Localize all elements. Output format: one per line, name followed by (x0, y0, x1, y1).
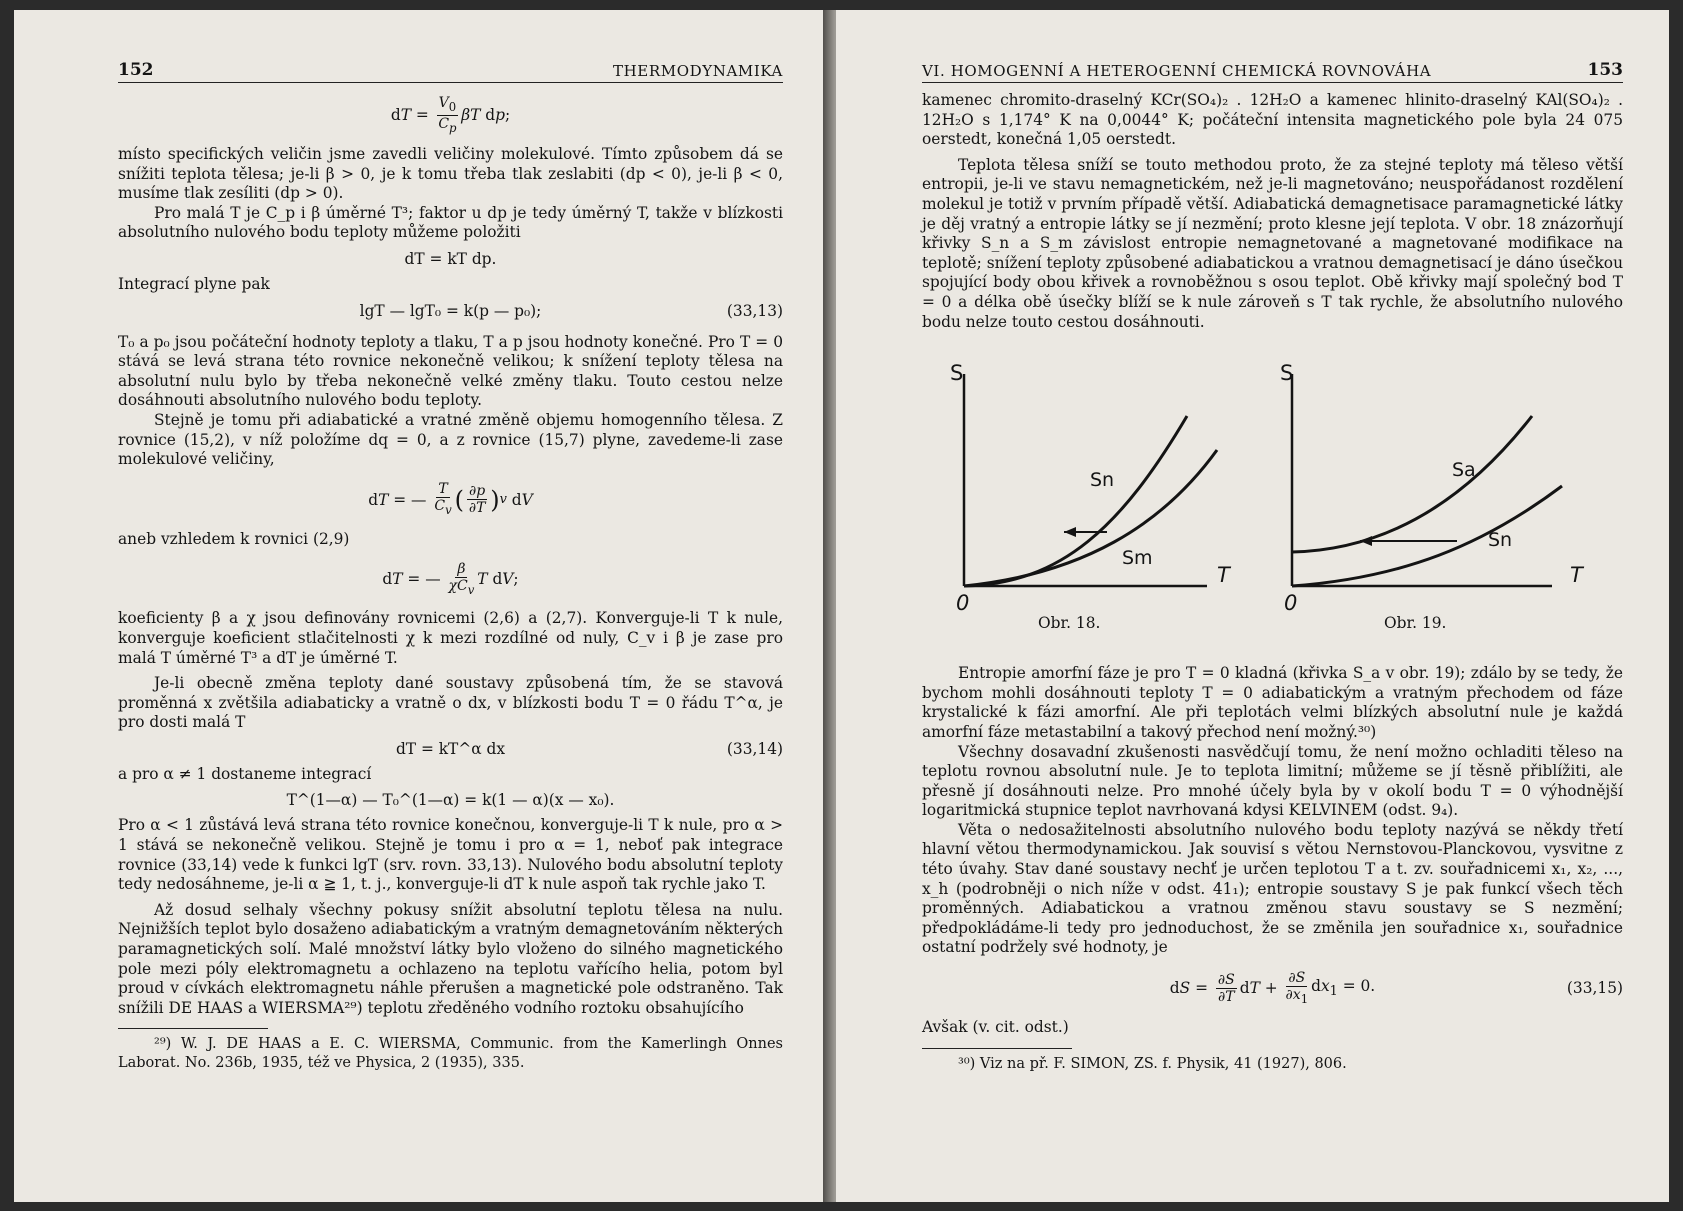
equation: dT = — $\frac{T}{C_v}$ ( $\frac{\partial p}{\partial T}$ ) v dV (368, 481, 533, 518)
equation: dT = $\frac{V_0}{C_p}$ βT dp; (390, 94, 511, 135)
equation-body: dT = kT^α dx (395, 739, 506, 758)
equation-number: (33,13) (726, 301, 783, 320)
equation: dT = — $\frac{\beta}{\chi C_v}$ T dV; (382, 560, 519, 597)
axis-label: S (1280, 361, 1294, 386)
footnote: ²⁹) W. J. DE HAAS a E. C. WIERSMA, Communic. from the Kamerlingh Onnes Laborat. No. 236b, 1935, též ve Physica, 2 (1935), 335. (118, 1036, 783, 1072)
equation (118, 737, 783, 761)
arrow-head (1064, 527, 1076, 537)
paragraph: Věta o nedosažitelnosti absolutního nulového bodu teploty nazývá se někdy třetí hlavní větou thermodynamickou. Jak souvisí s větou Nernstovou-Planckovou, vysvitne z této úvahy. Stav dané soustavy nechť je určen teplotou T a t. zv. souřadnicemi x₁, x₂, ..., x_h (podrobněji o nich níže v odst. 41₁); entropie soustavy S je pak funkcí všech těch proměnných. Adiabatickou a vratnou změnou stavu soustavy se S nezmění; předpokládáme-li tedy pro jednoduchost, že se změnila jen souřadnice x₁, souřadnice ostatní podržely své hodnoty, je (922, 820, 1623, 957)
curve-label: Sm (1122, 547, 1153, 570)
footnote: ³⁰) Viz na př. F. SIMON, ZS. f. Physik, 41 (1927), 806. (958, 1055, 1347, 1072)
paragraph: Stejně je tomu při adiabatické a vratné změně objemu homogenního tělesa. Z rovnice (15,2), v níž položíme dq = 0, a z rovnice (15,7) plyne, zavedeme-li zase molekulové veličiny, (118, 410, 783, 469)
right-page-header (922, 60, 1623, 83)
left-page-header (118, 60, 783, 83)
paragraph: kamenec chromito-draselný KCr(SO₄)₂ . 12H₂O a kamenec hlinito-draselný KAl(SO₄)₂ . 12H₂O s 1,174° K na 0,0044° K; počáteční intensita magnetického pole byla 24 075 oerstedt, konečná 1,05 oerstedt. (922, 91, 1623, 149)
paragraph: Avšak (v. cit. odst.) (922, 1018, 1069, 1037)
curve-label: Sn (1488, 529, 1513, 552)
paragraph: Až dosud selhaly všechny pokusy snížit absolutní teplotu tělesa na nulu. Nejnižších teplot bylo dosaženo adiabatickým a vratným demagnetováním některých paramagnetických solí. Malé množství látky bylo vloženo do silného magnetického pole mezi póly elektromagnetu a ochlazeno na teplotu vařícího helia, potom byl proud v cívkách elektromagnetu náhle přerušen a magnetické pole odstraněno. Tak snížili DE HAAS a WIERSMA²⁹) teplotu zředěného vodního roztoku obsahujícího (118, 900, 783, 1017)
figure-caption: Obr. 18. (1038, 614, 1101, 633)
axis-label: S (950, 361, 964, 386)
paragraph: a pro α ≠ 1 dostaneme integrací (118, 764, 372, 783)
curve-sn (1292, 486, 1562, 586)
footnote-rule (922, 1048, 1072, 1049)
axis-label: T (1570, 563, 1583, 588)
paragraph: Integrací plyne pak (118, 274, 270, 293)
footnote-rule (118, 1028, 268, 1029)
equation (118, 299, 783, 323)
figure-caption: Obr. 19. (1384, 614, 1447, 633)
page-number: 152 (118, 60, 154, 80)
arrow-head (1360, 536, 1372, 546)
equation-number: (33,15) (1566, 979, 1623, 998)
right-page (836, 10, 1669, 1202)
paragraph: Pro malá T je C_p i β úměrné T³; faktor u dp je tedy úměrný T, takže v blízkosti absolutního nulového bodu teploty můžeme položiti (118, 203, 783, 242)
paragraph: T₀ a p₀ jsou počáteční hodnoty teploty a tlaku, T a p jsou hodnoty konečné. Pro T = 0 stává se levá strana této rovnice nekonečně velikou; k snížení teploty tělesa na absolutní nulu bylo by třeba nekonečně velké změny tlaku. Touto cestou nelze dosáhnouti absolutního nulového bodu teploty. (118, 332, 783, 410)
entropy-figures (922, 346, 1622, 616)
equation: dS = $\frac{\partial S}{\partial T}$ dT + $\frac{\partial S}{\partial x_1}$ $dx_1 = 0$. (33,15) (1169, 969, 1623, 1006)
origin-label: 0 (956, 591, 970, 616)
paragraph: Entropie amorfní fáze je pro T = 0 kladná (křivka S_a v obr. 19); zdálo by se tedy, že bychom mohli dosáhnouti teploty T = 0 adiabatickým a vratným přechodem od fáze krystalické k fázi amorfní. Ale při teplotách velmi blízkých absolutní nule je každá amorfní fáze metastabilní a takový přechod není možný.³⁰) (922, 664, 1623, 741)
curve-label: Sn (1090, 469, 1115, 492)
paragraph: Teplota tělesa sníží se touto methodou proto, že za stejné teploty má těleso větší entropii, je-li ve stavu nemagnetickém, než je-li magnetováno; neuspořádanost rozdělení molekul je totiž v prvním případě větší. Adiabatická demagnetisace paramagnetické látky je děj vratný a entropie látky se jí nezmění; proto klesne její teplota. V obr. 18 znázorňují křivky S_n a S_m závislost entropie nemagnetované a magnetované modifikace na teplotě; snížení teploty způsobené adiabatickou a vratnou demagnetisací je dáno úsečkou spojující body obou křivek a rovnoběžnou s osou teplot. Obě křivky mají společný bod T = 0 a délka obě úsečky blíží se k nule zároveň s T tak rychle, že absolutního nulového bodu nelze touto cestou dosáhnouti. (922, 155, 1623, 331)
equation: dT = kT dp. (404, 249, 497, 268)
running-head: THERMODYNAMIKA (613, 62, 783, 80)
origin-label: 0 (1284, 591, 1298, 616)
paragraph: koeficienty β a χ jsou definovány rovnicemi (2,6) a (2,7). Konverguje-li T k nule, konverguje koeficient stlačitelnosti χ k mezi rozdílné od nuly, C_v i β je zase pro malá T úměrné T³ a dT je úměrné T. (118, 609, 783, 667)
paragraph: Všechny dosavadní zkušenosti nasvědčují tomu, že není možno ochladiti těleso na teplotu rovnou absolutní nule. Je to teplota limitní; můžeme se jí těsně přiblížiti, ale přesně jí dosáhnouti nelze. Pro mnohé účely byla by v okolí bodu T = 0 výhodnější logaritmická stupnice teplot navrhovaná kdysi KELVINEM (odst. 9₄). (922, 742, 1623, 820)
paragraph: Je-li obecně změna teploty dané soustavy způsobená tím, že se stavová proměnná x zvětšila adiabaticky a vratně o dx, v blízkosti bodu T = 0 řádu T^α, je pro dosti malá T (118, 674, 783, 732)
paragraph: místo specifických veličin jsme zavedli veličiny molekulové. Tímto způsobem dá se snížiti teplota tělesa; je-li β > 0, je k tomu třeba tlak zeslabiti (dp < 0), je-li β < 0, musíme tlak zesíliti (dp > 0). (118, 145, 783, 203)
running-head: VI. HOMOGENNÍ A HETEROGENNÍ CHEMICKÁ ROVNOVÁHA (922, 62, 1432, 80)
page-number: 153 (1587, 60, 1623, 80)
equation-body: lgT — lgT₀ = k(p — p₀); (359, 301, 542, 320)
axis-label: T (1217, 563, 1230, 588)
curve-label: Sa (1452, 459, 1476, 482)
paragraph: Pro α < 1 zůstává levá strana této rovnice konečnou, konverguje-li T k nule, pro α > 1 stává se nekonečně velikou. Stejně je tomu i pro α = 1, neboť pak integrace rovnice (33,14) vede k funkci lgT (srv. rovn. 33,13). Nulového bodu absolutní teploty tedy nedosáhneme, je-li α ≧ 1, t. j., konverguje-li dT k nule aspoň tak rychle jako T. (118, 816, 783, 894)
figure-18 (950, 361, 1232, 615)
equation-number: (33,14) (726, 739, 783, 758)
paragraph: aneb vzhledem k rovnici (2,9) (118, 529, 350, 548)
figures (922, 346, 1623, 656)
left-page (14, 10, 823, 1202)
equation: T^(1—α) — T₀^(1—α) = k(1 — α)(x — x₀). (286, 791, 615, 810)
figure-19 (1280, 361, 1585, 615)
